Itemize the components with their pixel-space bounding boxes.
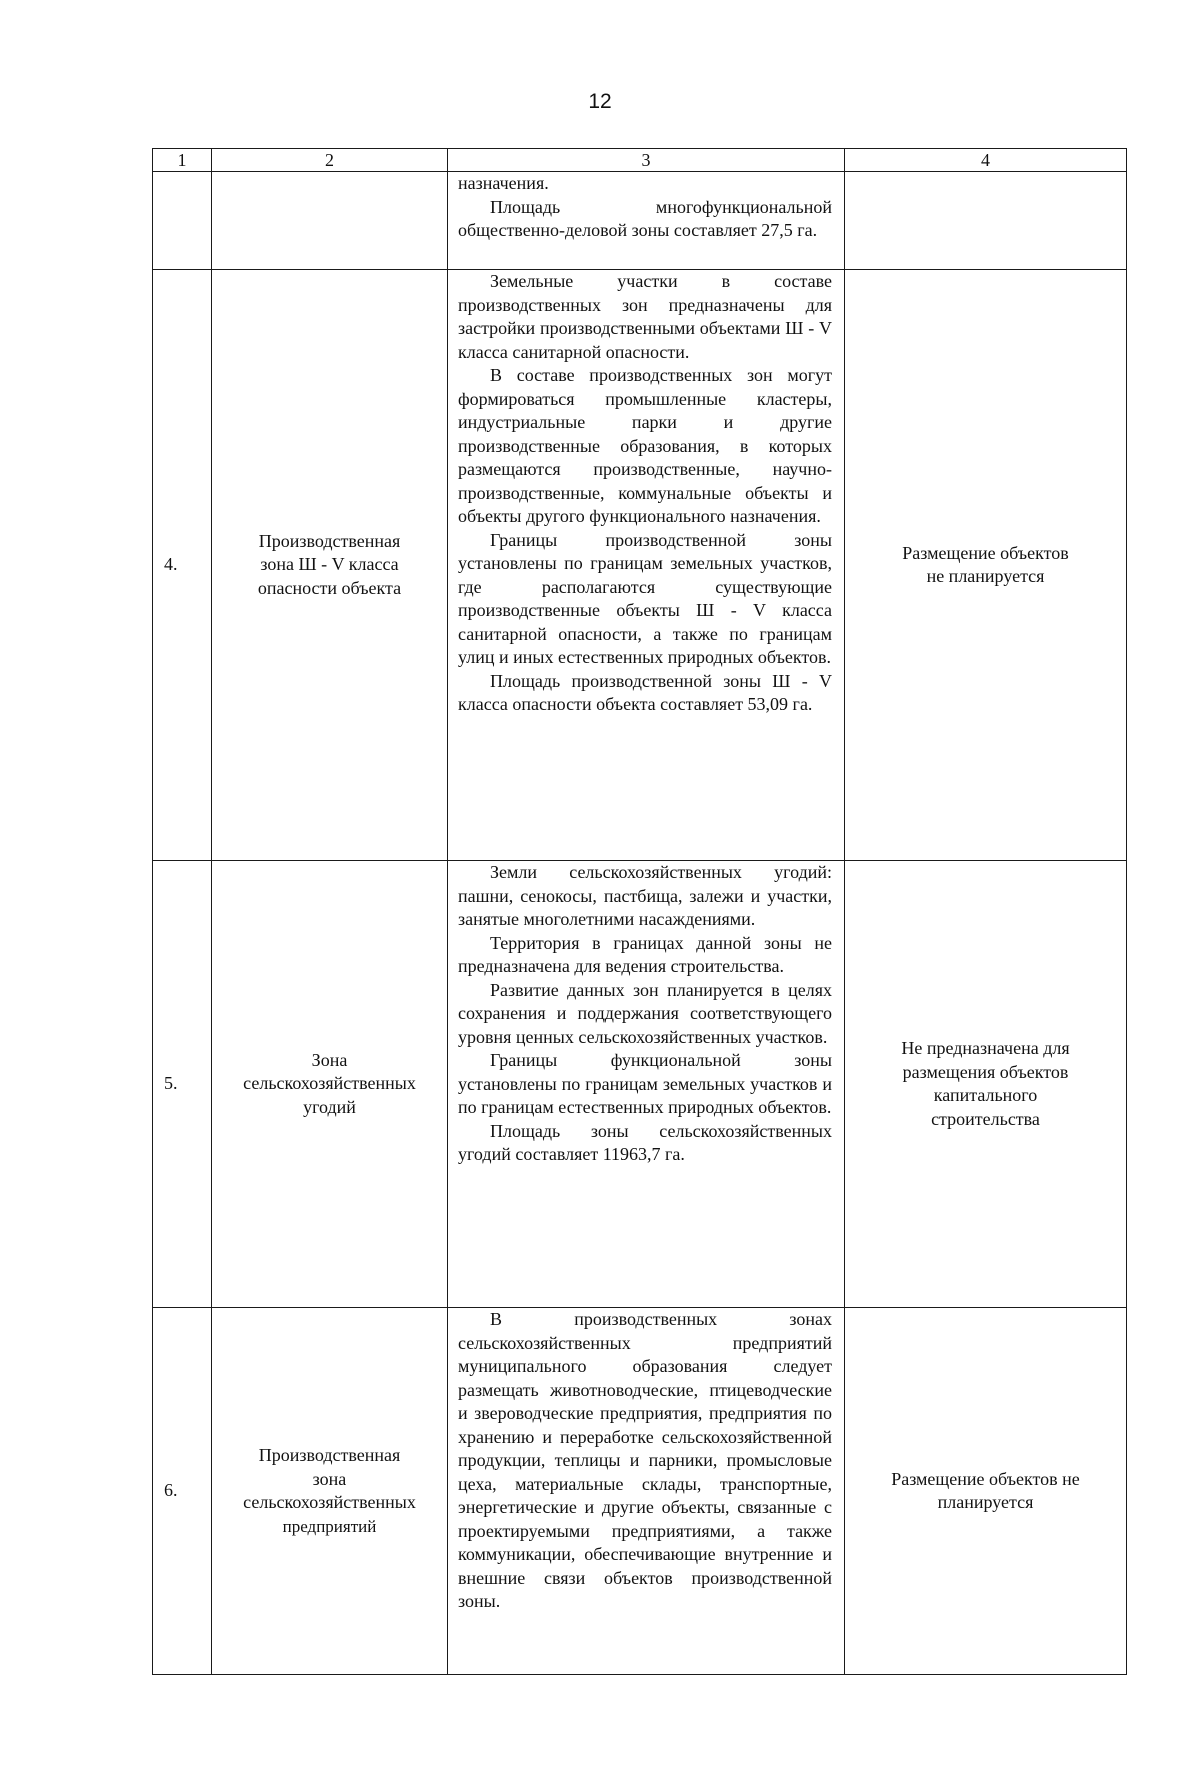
header-cell: 1 [153,149,212,172]
description-paragraph: Границы производственной зоны установлены по границам земельных участков, где располагаются существующие производственные объекты Ш - V класса санитарной опасности, а также по границам улиц и иных естественных природных объектов. [458,529,832,667]
status-line: размещения объектов [902,1061,1069,1082]
description-paragraph: Площадь многофункциональной общественно-деловой зоны составляет 27,5 га. [458,196,832,240]
page-number: 12 [588,90,612,113]
description-cell [448,172,845,270]
status-cell [845,1308,1127,1675]
description-paragraph: Площадь производственной зоны Ш - V класса опасности объекта составляет 53,09 га. [458,670,832,714]
zone-name-line: предприятий [282,1516,377,1536]
zone-name-line: угодий [303,1096,356,1117]
status-line: планируется [937,1492,1034,1512]
description-paragraph: В производственных зонах сельскохозяйственных предприятий муниципального образования следует размещать животноводческие, птицеводческие и звероводческие предприятия, предприятия по хранению и переработке сельскохозяйственной продукции, теплицы и парники, промысловые цеха, материальные склады, транспортные, энергетические и другие объекты, связанные с проектируемыми предприятиями, а также коммуникации, обеспечивающие внутренние и внешние связи объектов производственной зоны. [458,1309,832,1611]
table-row [153,1308,1127,1675]
zone-name-line: Производственная [258,530,401,551]
header-cell: 4 [845,149,1127,172]
description-paragraph: Территория в границах данной зоны не предназначена для ведения строительства. [458,932,832,976]
status-cell [845,861,1127,1308]
zone-name-line: сельскохозяйственных [243,1492,416,1512]
zone-name-cell [212,861,448,1308]
zone-cell [212,172,448,270]
description-paragraph: Площадь зоны сельскохозяйственных угодий составляет 11963,7 га. [458,1120,832,1164]
status-cell [845,172,1127,270]
status-cell [845,270,1127,861]
description-paragraph: Земли сельскохозяйственных угодий: пашни, сенокосы, пастбища, залежи и участки, занятые многолетними насаждениями. [458,862,832,929]
table-row [153,172,1127,270]
status-line: капитального [933,1085,1038,1105]
description-paragraph: Земельные участки в составе производственных зон предназначены для застройки производственными объектами Ш - V класса санитарной опасности. [458,271,832,362]
zone-name-cell [212,1308,448,1675]
zone-name-line: Зона [311,1049,348,1070]
description-paragraph: В составе производственных зон могут формироваться промышленные кластеры, индустриальные парки и другие производственные образования, в которых размещаются производственные, научно-производственные, коммунальные объекты и объекты другого функционального назначения. [458,365,832,526]
row-number: 4. [153,270,212,861]
table-header-row [153,149,1127,172]
zone-name-line: сельскохозяйственных [243,1073,416,1094]
description-cell [448,1308,845,1675]
row-number: 6. [153,1308,212,1675]
description-paragraph: назначения. [458,173,549,193]
number-cell [153,172,212,270]
table-row [153,861,1127,1308]
zone-name-cell [212,270,448,861]
zone-name-line: опасности объекта [257,577,402,598]
zone-name-line: зона Ш - V класса [260,554,399,575]
table-row [153,270,1127,861]
description-cell [448,270,845,861]
zone-name-line: зона [312,1468,347,1489]
status-line: строительства [931,1108,1040,1129]
header-cell: 2 [212,149,448,172]
description-paragraph: Границы функциональной зоны установлены по границам земельных участков и по границам естественных природных объектов. [458,1050,832,1117]
description-cell [448,861,845,1308]
zone-name-line: Производственная [258,1445,401,1465]
status-line: не планируется [926,566,1045,586]
zones-table [152,148,1127,1675]
status-line: Размещение объектов не [891,1468,1080,1489]
row-number: 5. [153,861,212,1308]
status-line: Размещение объектов [902,542,1069,563]
description-paragraph: Развитие данных зон планируется в целях сохранения и поддержания соответствующего уровня ценных сельскохозяйственных участков. [458,979,832,1047]
status-line: Не предназначена для [901,1038,1070,1058]
header-cell: 3 [448,149,845,172]
